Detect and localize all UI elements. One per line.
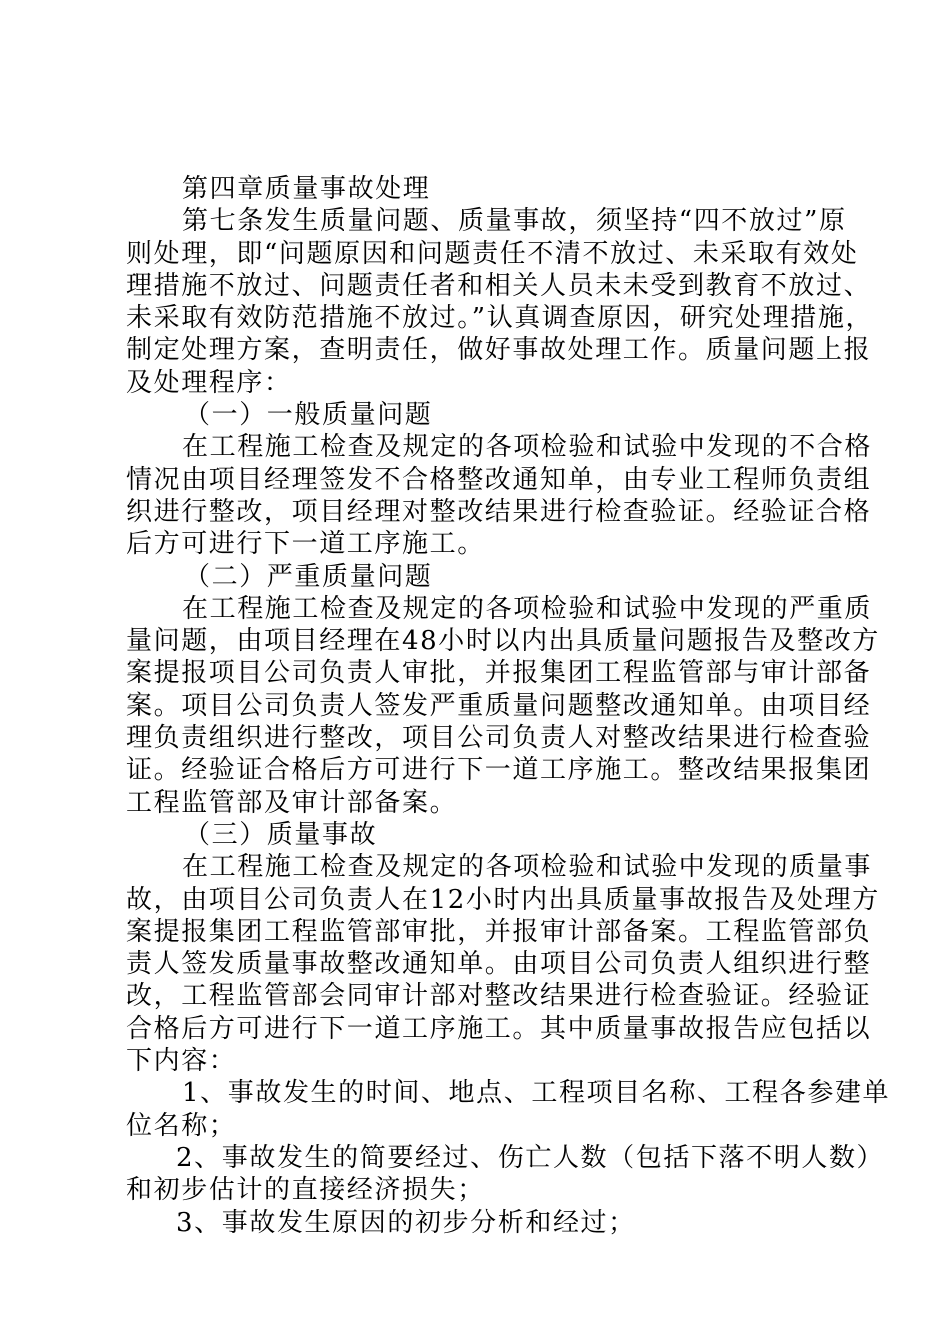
paragraph-line: 后方可进行下一道工序施工。 xyxy=(126,529,485,560)
section-heading: （三）质量事故 xyxy=(184,819,378,850)
report-content-list xyxy=(126,1077,891,1238)
list-item-continuation: 和初步估计的直接经济损失； xyxy=(126,1175,485,1206)
paragraph-line: 在工程施工检查及规定的各项检验和试验中发现的质量事 xyxy=(182,852,873,883)
paragraph-line: 合格后方可进行下一道工序施工。其中质量事故报告应包括以 xyxy=(126,1013,872,1044)
paragraph-line: 故，由项目公司负责人在12小时内出具质量事故报告及处理方 xyxy=(126,884,880,915)
paragraph-line: 在工程施工检查及规定的各项检验和试验中发现的严重质 xyxy=(182,593,873,624)
paragraph-line: 理负责组织进行整改，项目公司负责人对整改结果进行检查验 xyxy=(126,723,872,754)
document-page xyxy=(126,173,891,1239)
section-general-quality-issue xyxy=(126,399,873,560)
chapter-title: 第四章质量事故处理 xyxy=(182,174,431,204)
section-heading: （一）一般质量问题 xyxy=(184,400,433,431)
paragraph-line: 案。项目公司负责人签发严重质量问题整改通知单。由项目经 xyxy=(126,690,872,721)
paragraph-line: 第七条发生质量问题、质量事故，须坚持“四不放过”原 xyxy=(182,206,847,237)
section-quality-accident xyxy=(126,819,880,1077)
paragraph-line: 在工程施工检查及规定的各项检验和试验中发现的不合格 xyxy=(182,432,873,463)
article-7 xyxy=(126,205,874,399)
list-item: 1、事故发生的时间、地点、工程项目名称、工程各参建单 xyxy=(182,1078,891,1109)
paragraph-line: 未采取有效防范措施不放过。”认真调查原因，研究处理措施， xyxy=(126,303,874,334)
paragraph-line: 量问题，由项目经理在48小时以内出具质量问题报告及整改方 xyxy=(126,626,880,657)
paragraph-line: 证。经验证合格后方可进行下一道工序施工。整改结果报集团 xyxy=(126,755,872,786)
paragraph-line: 改，工程监管部会同审计部对整改结果进行检查验证。经验证 xyxy=(126,981,872,1012)
paragraph-line: 工程监管部及审计部备案。 xyxy=(126,787,458,818)
paragraph-line: 案提报项目公司负责人审批，并报集团工程监管部与审计部备 xyxy=(126,658,872,689)
paragraph-line: 案提报集团工程监管部审批，并报审计部备案。工程监管部负 xyxy=(126,916,872,947)
paragraph-line: 及处理程序： xyxy=(126,367,292,398)
paragraph-line: 责人签发质量事故整改通知单。由项目公司负责人组织进行整 xyxy=(126,949,872,980)
list-item-continuation: 位名称； xyxy=(126,1110,237,1141)
list-item: 3、事故发生原因的初步分析和经过； xyxy=(176,1207,636,1238)
section-serious-quality-issue xyxy=(126,561,880,819)
section-heading: （二）严重质量问题 xyxy=(184,561,433,592)
paragraph-line: 下内容： xyxy=(126,1046,237,1077)
paragraph-line: 情况由项目经理签发不合格整改通知单，由专业工程师负责组 xyxy=(126,464,872,495)
paragraph-line: 织进行整改，项目经理对整改结果进行检查验证。经验证合格 xyxy=(126,496,872,527)
list-item: 2、事故发生的简要经过、伤亡人数（包括下落不明人数） xyxy=(176,1142,885,1173)
paragraph-line: 理措施不放过、问题责任者和相关人员未未受到教育不放过、 xyxy=(126,270,872,301)
paragraph-line: 制定处理方案，查明责任，做好事故处理工作。质量问题上报 xyxy=(126,335,872,366)
paragraph-line: 则处理，即“问题原因和问题责任不清不放过、未采取有效处 xyxy=(126,238,859,269)
